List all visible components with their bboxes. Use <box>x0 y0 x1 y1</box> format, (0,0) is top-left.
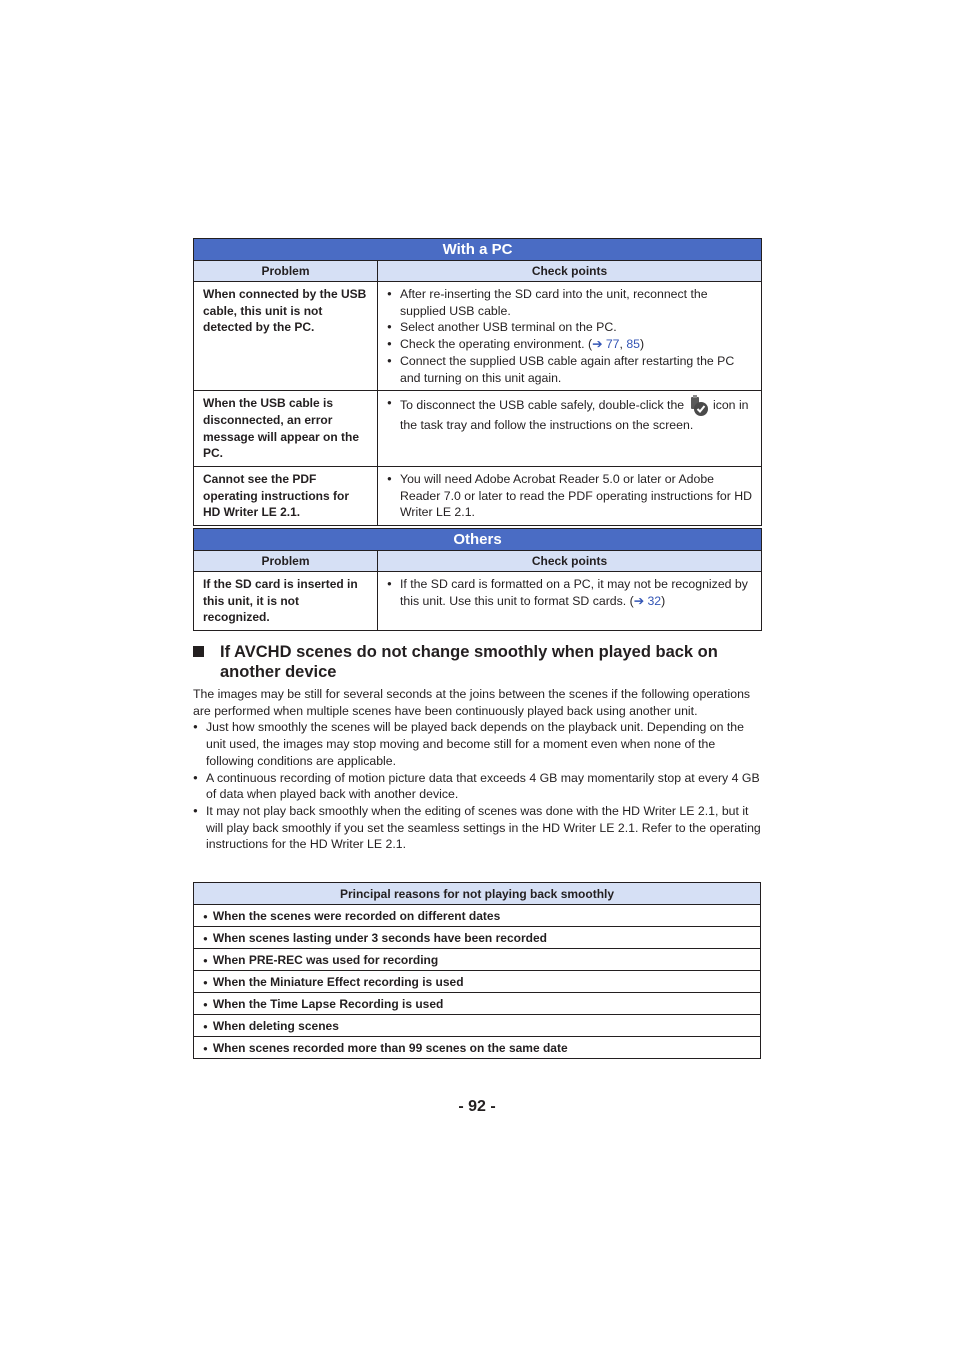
bullet-icon: ● <box>203 977 208 987</box>
reason-text: When the Time Lapse Recording is used <box>212 996 444 1011</box>
reasons-table <box>193 882 761 1059</box>
with-a-pc-table <box>193 238 762 526</box>
reasons-section <box>193 882 761 1059</box>
page-ref-link[interactable]: 85 <box>626 337 641 352</box>
table-row <box>194 1037 761 1059</box>
column-header-problem: Problem <box>194 551 378 572</box>
reason-cell <box>194 927 761 949</box>
with-a-pc-section <box>193 238 761 526</box>
reason-text: When the Miniature Effect recording is used <box>212 974 464 989</box>
table-row <box>194 927 761 949</box>
reason-text: When the scenes were recorded on different dates <box>212 908 501 923</box>
check-item: ● You will need Adobe Acrobat Reader 5.0 or later or Adobe Reader 7.0 or later to read the PDF operating instructions for HD Writer LE 2.1. <box>387 471 753 521</box>
page-number: - 92 - <box>458 1098 496 1115</box>
bullet-icon: ● <box>203 955 208 965</box>
bullet-icon: ● <box>203 1021 208 1031</box>
column-header-problem: Problem <box>194 261 378 282</box>
check-points-cell <box>378 282 762 391</box>
avchd-body <box>193 686 761 853</box>
reason-cell <box>194 993 761 1015</box>
check-text: ) <box>640 337 645 352</box>
bullet-icon: ● <box>203 911 208 921</box>
list-item: ● It may not play back smoothly when the editing of scenes was done with the HD Writer LE 2.1, but it will play back smoothly if you set the seamless settings in the HD Writer LE 2.1. Refer to the operating instructions for the HD Writer LE 2.1. <box>193 803 761 853</box>
check-points-cell <box>378 467 762 526</box>
reason-text: When deleting scenes <box>212 1018 339 1033</box>
check-text: If the SD card is formatted on a PC, it may not be recognized by this unit. Use this unit to format SD cards. ( <box>400 577 748 608</box>
reason-cell <box>194 949 761 971</box>
check-text: ) <box>661 593 666 608</box>
check-text: To disconnect the USB cable safely, double-click the <box>400 398 688 413</box>
reason-cell <box>194 971 761 993</box>
table-row <box>194 905 761 927</box>
problem-cell: Cannot see the PDF operating instructions for HD Writer LE 2.1. <box>194 467 378 526</box>
check-points-cell <box>378 572 762 631</box>
page-ref-link[interactable]: 77 <box>605 337 620 352</box>
others-section <box>193 528 761 631</box>
table-row <box>194 993 761 1015</box>
reason-text: When PRE-REC was used for recording <box>212 952 439 967</box>
column-header-check-points: Check points <box>378 551 762 572</box>
column-header-check-points: Check points <box>378 261 762 282</box>
usb-safe-remove-icon <box>688 395 710 417</box>
check-text: icon in the task tray and follow the instructions on the screen. <box>400 398 749 433</box>
separator: , <box>619 337 627 352</box>
page-ref-arrow: ➔ <box>592 337 603 352</box>
table-row <box>194 467 762 526</box>
section-title: Others <box>194 529 762 551</box>
list-item: ● A continuous recording of motion picture data that exceeds 4 GB may momentarily stop at every 4 GB of data when played back with another device. <box>193 770 761 803</box>
check-item <box>387 336 753 353</box>
square-bullet-icon <box>193 646 204 657</box>
table-row <box>194 971 761 993</box>
heading-text: If AVCHD scenes do not change smoothly when played back on another device <box>220 643 718 681</box>
table-row <box>194 1015 761 1037</box>
avchd-bullet-list <box>193 719 761 853</box>
check-text: Check the operating environment. ( <box>400 337 593 352</box>
reasons-header: Principal reasons for not playing back smoothly <box>194 883 761 905</box>
list-item: ● Just how smoothly the scenes will be played back depends on the playback unit. Depending on the unit used, the images may stop moving and become still for a moment even when none of the following conditions are applicable. <box>193 719 761 769</box>
page-ref-link[interactable]: 32 <box>647 593 662 608</box>
section-title: With a PC <box>194 239 762 261</box>
avchd-heading <box>193 642 753 682</box>
reason-cell <box>194 1015 761 1037</box>
check-item: ● Connect the supplied USB cable again after restarting the PC and turning on this unit again. <box>387 353 753 386</box>
reason-cell <box>194 905 761 927</box>
problem-cell: When the USB cable is disconnected, an error message will appear on the PC. <box>194 391 378 467</box>
bullet-icon: ● <box>203 1043 208 1053</box>
table-row <box>194 572 762 631</box>
reason-cell <box>194 1037 761 1059</box>
check-item <box>387 395 753 434</box>
check-item: ● Select another USB terminal on the PC. <box>387 319 753 336</box>
table-row <box>194 391 762 467</box>
table-row <box>194 949 761 971</box>
bullet-icon: ● <box>203 999 208 1009</box>
reason-text: When scenes lasting under 3 seconds have been recorded <box>212 930 547 945</box>
bullet-icon: ● <box>203 933 208 943</box>
problem-cell: When connected by the USB cable, this unit is not detected by the PC. <box>194 282 378 391</box>
check-points-cell <box>378 391 762 467</box>
intro-paragraph: The images may be still for several seconds at the joins between the scenes if the following operations are performed when multiple scenes have been continuously played back using another unit. <box>193 687 751 718</box>
problem-cell: If the SD card is inserted in this unit, it is not recognized. <box>194 572 378 631</box>
others-table <box>193 528 762 631</box>
table-row <box>194 282 762 391</box>
check-item <box>387 576 753 609</box>
reason-text: When scenes recorded more than 99 scenes on the same date <box>212 1040 568 1055</box>
page-ref-arrow: ➔ <box>633 593 645 608</box>
check-item: ● After re-inserting the SD card into the unit, reconnect the supplied USB cable. <box>387 286 753 319</box>
